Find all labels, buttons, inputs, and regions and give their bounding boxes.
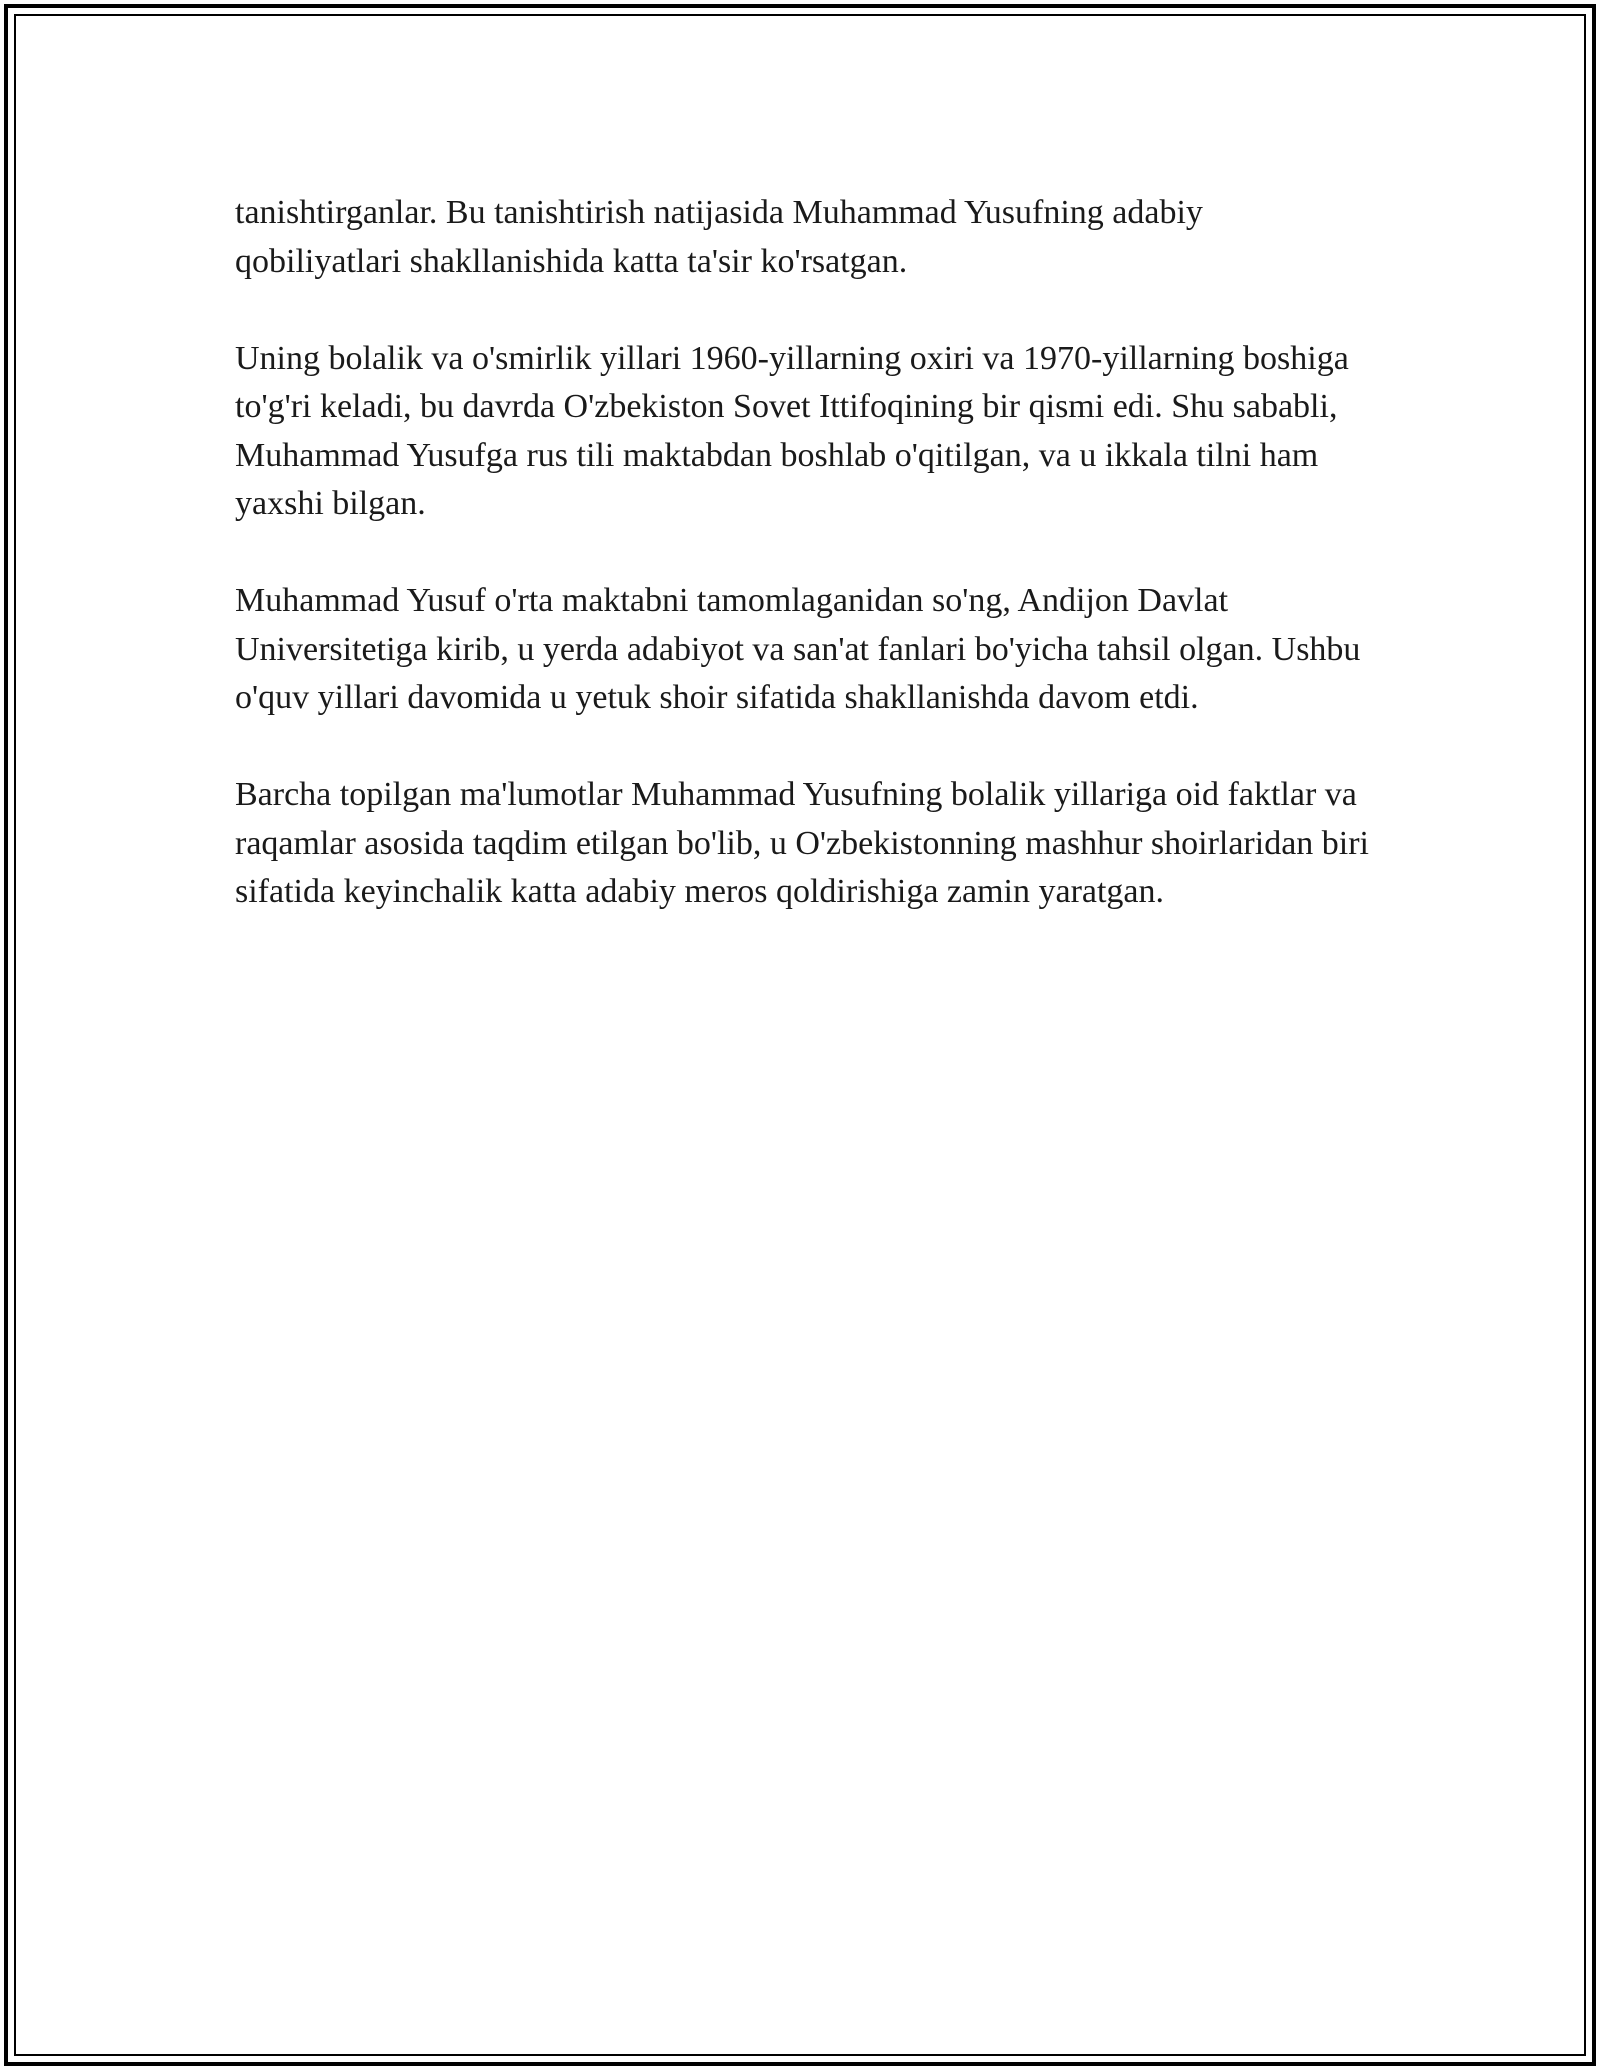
paragraph: Uning bolalik va o'smirlik yillari 1960-yillarning oxiri va 1970-yillarning boshiga to'g'ri keladi, bu davrda O'zbekiston Sovet Ittifoqining bir qismi edi. Shu sababli, Muhammad Yusufga rus tili maktabdan boshlab o'qitilgan, va u ikkala tilni ham yaxshi bilgan. xyxy=(235,339,1349,522)
paragraph: tanishtirganlar. Bu tanishtirish natijasida Muhammad Yusufning adabiy qobiliyatlari shakllanishida katta ta'sir ko'rsatgan. xyxy=(235,194,1203,280)
document-body xyxy=(235,189,1375,965)
paragraph: Muhammad Yusuf o'rta maktabni tamomlaganidan so'ng, Andijon Davlat Universitetiga kirib, u yerda adabiyot va san'at fanlari bo'yicha tahsil olgan. Ushbu o'quv yillari davomida u yetuk shoir sifatida shakllanishda davom etdi. xyxy=(235,582,1361,716)
paragraph: Barcha topilgan ma'lumotlar Muhammad Yusufning bolalik yillariga oid faktlar va raqamlar asosida taqdim etilgan bo'lib, u O'zbekistonning mashhur shoirlaridan biri sifatida keyinchalik katta adabiy meros qoldirishiga zamin yaratgan. xyxy=(235,776,1370,910)
